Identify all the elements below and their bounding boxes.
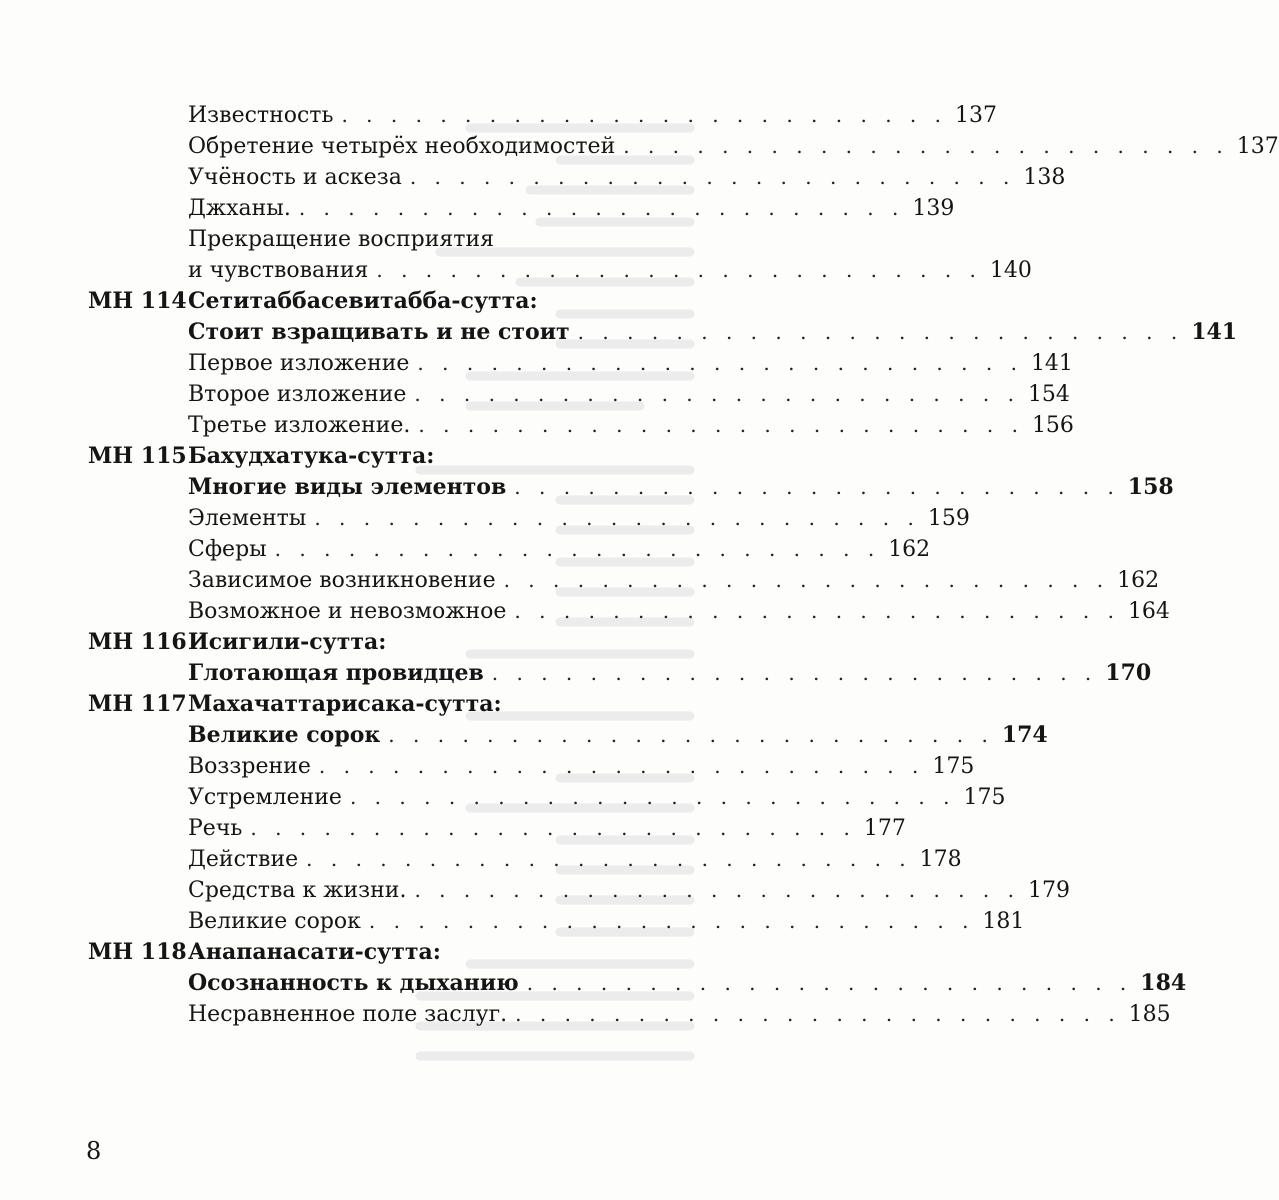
sutta-code: МН 117 — [88, 691, 187, 717]
dot-leader: . . . . . . . . . . . . . . . . . . . . . . . . . — [306, 847, 912, 871]
toc-title: Зависимое возникновение — [188, 568, 496, 593]
toc-entry — [88, 193, 955, 224]
toc-line — [188, 286, 688, 317]
toc-line — [188, 565, 1160, 596]
toc-title: Учёность и аскеза — [188, 165, 402, 190]
toc-title: Прекращение восприятия — [188, 227, 495, 252]
toc-entry — [88, 906, 1025, 937]
toc-entry — [88, 596, 1170, 627]
toc-line — [188, 937, 688, 968]
toc-page-number: 181 — [982, 909, 1025, 934]
toc-line — [188, 224, 688, 255]
toc-page-number: 175 — [963, 785, 1006, 810]
toc-page-number: 177 — [863, 816, 906, 841]
toc-line — [188, 751, 975, 782]
toc-line — [188, 999, 1171, 1030]
sutta-code: МН 118 — [88, 939, 187, 965]
dot-leader: . . . . . . . . . . . . . . . . . . . . . . . . . — [577, 320, 1184, 344]
toc-entry — [88, 751, 975, 782]
toc-title: Обретение четырёх необходимостей — [188, 134, 616, 159]
toc-title: Бахудхатука-сутта: — [188, 443, 435, 469]
toc-title: Исигили-сутта: — [188, 629, 387, 655]
toc-entry — [88, 813, 906, 844]
toc-page-number: 164 — [1127, 599, 1170, 624]
toc-entry — [88, 844, 962, 875]
dot-leader: . . . . . . . . . . . . . . . . . . . . . . . . . — [349, 785, 956, 809]
toc-line — [188, 100, 997, 131]
toc-page-number: 174 — [1001, 722, 1048, 748]
toc-page-number: 138 — [1023, 165, 1066, 190]
sutta-code: МН 116 — [88, 629, 187, 655]
toc-line — [188, 255, 1032, 286]
toc-title: Речь — [188, 816, 243, 841]
dot-leader: . . . . . . . . . . . . . . . . . . . . . . . . . — [298, 196, 905, 220]
toc-title: Глотающая провидцев — [188, 660, 484, 686]
toc-entry — [88, 534, 931, 565]
dot-leader: . . . . . . . . . . . . . . . . . . . . . . . . . — [414, 382, 1020, 406]
toc-title: Элементы — [188, 506, 307, 531]
dot-leader: . . . . . . . . . . . . . . . . . . . . . . . . . — [417, 351, 1023, 375]
toc-page-number: 170 — [1105, 660, 1152, 686]
toc-title: Средства к жизни. — [188, 878, 407, 903]
dot-leader: . . . . . . . . . . . . . . . . . . . . . . . . . — [376, 258, 982, 282]
toc-entry — [88, 410, 1074, 441]
toc-entry — [88, 255, 1032, 286]
toc-line — [188, 503, 970, 534]
toc-title: Устремление — [188, 785, 342, 810]
toc-page-number: 141 — [1191, 319, 1238, 345]
toc-entry — [88, 441, 688, 472]
toc-page-number: 156 — [1031, 413, 1074, 438]
toc-entry — [88, 100, 997, 131]
toc-page-number: 184 — [1140, 970, 1187, 996]
toc-page-number: 159 — [927, 506, 970, 531]
toc-line — [188, 844, 962, 875]
toc-page-number: 175 — [932, 754, 975, 779]
toc-entry — [88, 286, 688, 317]
page-number: 8 — [86, 1137, 102, 1165]
sutta-code: МН 115 — [88, 443, 187, 469]
toc-line — [188, 906, 1025, 937]
dot-leader: . . . . . . . . . . . . . . . . . . . . . . . . . — [368, 909, 975, 933]
dot-leader: . . . . . . . . . . . . . . . . . . . . . . . . . — [414, 878, 1020, 902]
toc-title: Воззрение — [188, 754, 311, 779]
toc-entry — [88, 131, 1279, 162]
toc-page-number: 137 — [1236, 134, 1279, 159]
sutta-code: МН 114 — [88, 288, 187, 314]
toc-line — [188, 658, 1152, 689]
table-of-contents — [88, 100, 1279, 1030]
toc-line — [188, 348, 1073, 379]
toc-line — [188, 317, 1238, 348]
dot-leader: . . . . . . . . . . . . . . . . . . . . . . . . . — [503, 568, 1110, 592]
toc-line — [188, 472, 1174, 503]
toc-entry — [88, 503, 970, 534]
toc-entry — [88, 224, 688, 255]
dot-leader: . . . . . . . . . . . . . . . . . . . . . . . . . — [409, 165, 1016, 189]
dot-leader: . . . . . . . . . . . . . . . . . . . . . . . . . — [318, 754, 925, 778]
toc-entry — [88, 720, 1048, 751]
dot-leader: . . . . . . . . . . . . . . . . . . . . . . . . . — [623, 134, 1229, 158]
toc-page-number: 178 — [919, 847, 962, 872]
toc-title: Возможное и невозможное — [188, 599, 507, 624]
toc-title: Великие сорок — [188, 722, 381, 748]
toc-line — [188, 627, 688, 658]
toc-line — [188, 720, 1048, 751]
toc-page-number: 158 — [1127, 474, 1174, 500]
toc-line — [188, 875, 1070, 906]
toc-title: Стоит взращивать и не стоит — [188, 319, 570, 345]
toc-title: Анапанасати-сутта: — [188, 939, 441, 965]
toc-line — [188, 193, 955, 224]
toc-page-number: 162 — [1117, 568, 1160, 593]
toc-title: Махачаттарисака-сутта: — [188, 691, 502, 717]
toc-line — [188, 162, 1066, 193]
toc-entry — [88, 937, 688, 968]
toc-page-number: 139 — [912, 196, 955, 221]
toc-line — [188, 782, 1006, 813]
toc-line — [188, 813, 906, 844]
dot-leader: . . . . . . . . . . . . . . . . . . . . . . . . . — [418, 413, 1024, 437]
dot-leader: . . . . . . . . . . . . . . . . . . . . . . . . . — [515, 1002, 1121, 1026]
toc-entry — [88, 162, 1066, 193]
toc-entry — [88, 627, 688, 658]
toc-entry — [88, 689, 688, 720]
dot-leader: . . . . . . . . . . . . . . . . . . . . . . . . . — [314, 506, 920, 530]
toc-page-number: 185 — [1128, 1002, 1171, 1027]
toc-entry — [88, 968, 1187, 999]
dot-leader: . . . . . . . . . . . . . . . . . . . . . . . . . — [274, 537, 881, 561]
toc-line — [188, 379, 1070, 410]
toc-title: Осознанность к дыханию — [188, 970, 519, 996]
toc-page-number: 137 — [954, 103, 997, 128]
toc-page-number: 154 — [1027, 382, 1070, 407]
dot-leader: . . . . . . . . . . . . . . . . . . . . . . . . . — [526, 971, 1133, 995]
toc-entry — [88, 782, 1006, 813]
toc-line — [188, 534, 931, 565]
toc-title: и чувствования — [188, 258, 369, 283]
toc-title: Второе изложение — [188, 382, 407, 407]
toc-title: Джханы. — [188, 196, 291, 221]
toc-entry — [88, 317, 1238, 348]
toc-entry — [88, 348, 1073, 379]
toc-entry — [88, 472, 1174, 503]
toc-line — [188, 410, 1074, 441]
dot-leader: . . . . . . . . . . . . . . . . . . . . . . . . . — [514, 599, 1120, 623]
toc-line — [188, 441, 688, 472]
toc-entry — [88, 999, 1171, 1030]
toc-title: Действие — [188, 847, 299, 872]
toc-entry — [88, 875, 1070, 906]
toc-line — [188, 596, 1170, 627]
dot-leader: . . . . . . . . . . . . . . . . . . . . . . . . . — [491, 661, 1098, 685]
dot-leader: . . . . . . . . . . . . . . . . . . . . . . . . . — [341, 103, 947, 127]
toc-line — [188, 689, 688, 720]
toc-page-number: 141 — [1030, 351, 1073, 376]
dot-leader: . . . . . . . . . . . . . . . . . . . . . . . . . — [250, 816, 856, 840]
toc-title: Несравненное поле заслуг. — [188, 1002, 508, 1027]
toc-entry — [88, 379, 1070, 410]
toc-page-number: 140 — [989, 258, 1032, 283]
dot-leader: . . . . . . . . . . . . . . . . . . . . . . . . . — [388, 723, 994, 747]
toc-title: Сферы — [188, 537, 267, 562]
toc-title: Великие сорок — [188, 909, 361, 934]
toc-entry — [88, 565, 1160, 596]
toc-entry — [88, 658, 1152, 689]
toc-line — [188, 131, 1279, 162]
toc-page-number: 179 — [1027, 878, 1070, 903]
toc-title: Первое изложение — [188, 351, 410, 376]
toc-title: Третье изложение. — [188, 413, 411, 438]
toc-page-number: 162 — [888, 537, 931, 562]
toc-line — [188, 968, 1187, 999]
toc-title: Многие виды элементов — [188, 474, 507, 500]
toc-title: Сетитаббасевитабба-сутта: — [188, 288, 538, 314]
dot-leader: . . . . . . . . . . . . . . . . . . . . . . . . . — [514, 475, 1120, 499]
toc-title: Известность — [188, 103, 334, 128]
